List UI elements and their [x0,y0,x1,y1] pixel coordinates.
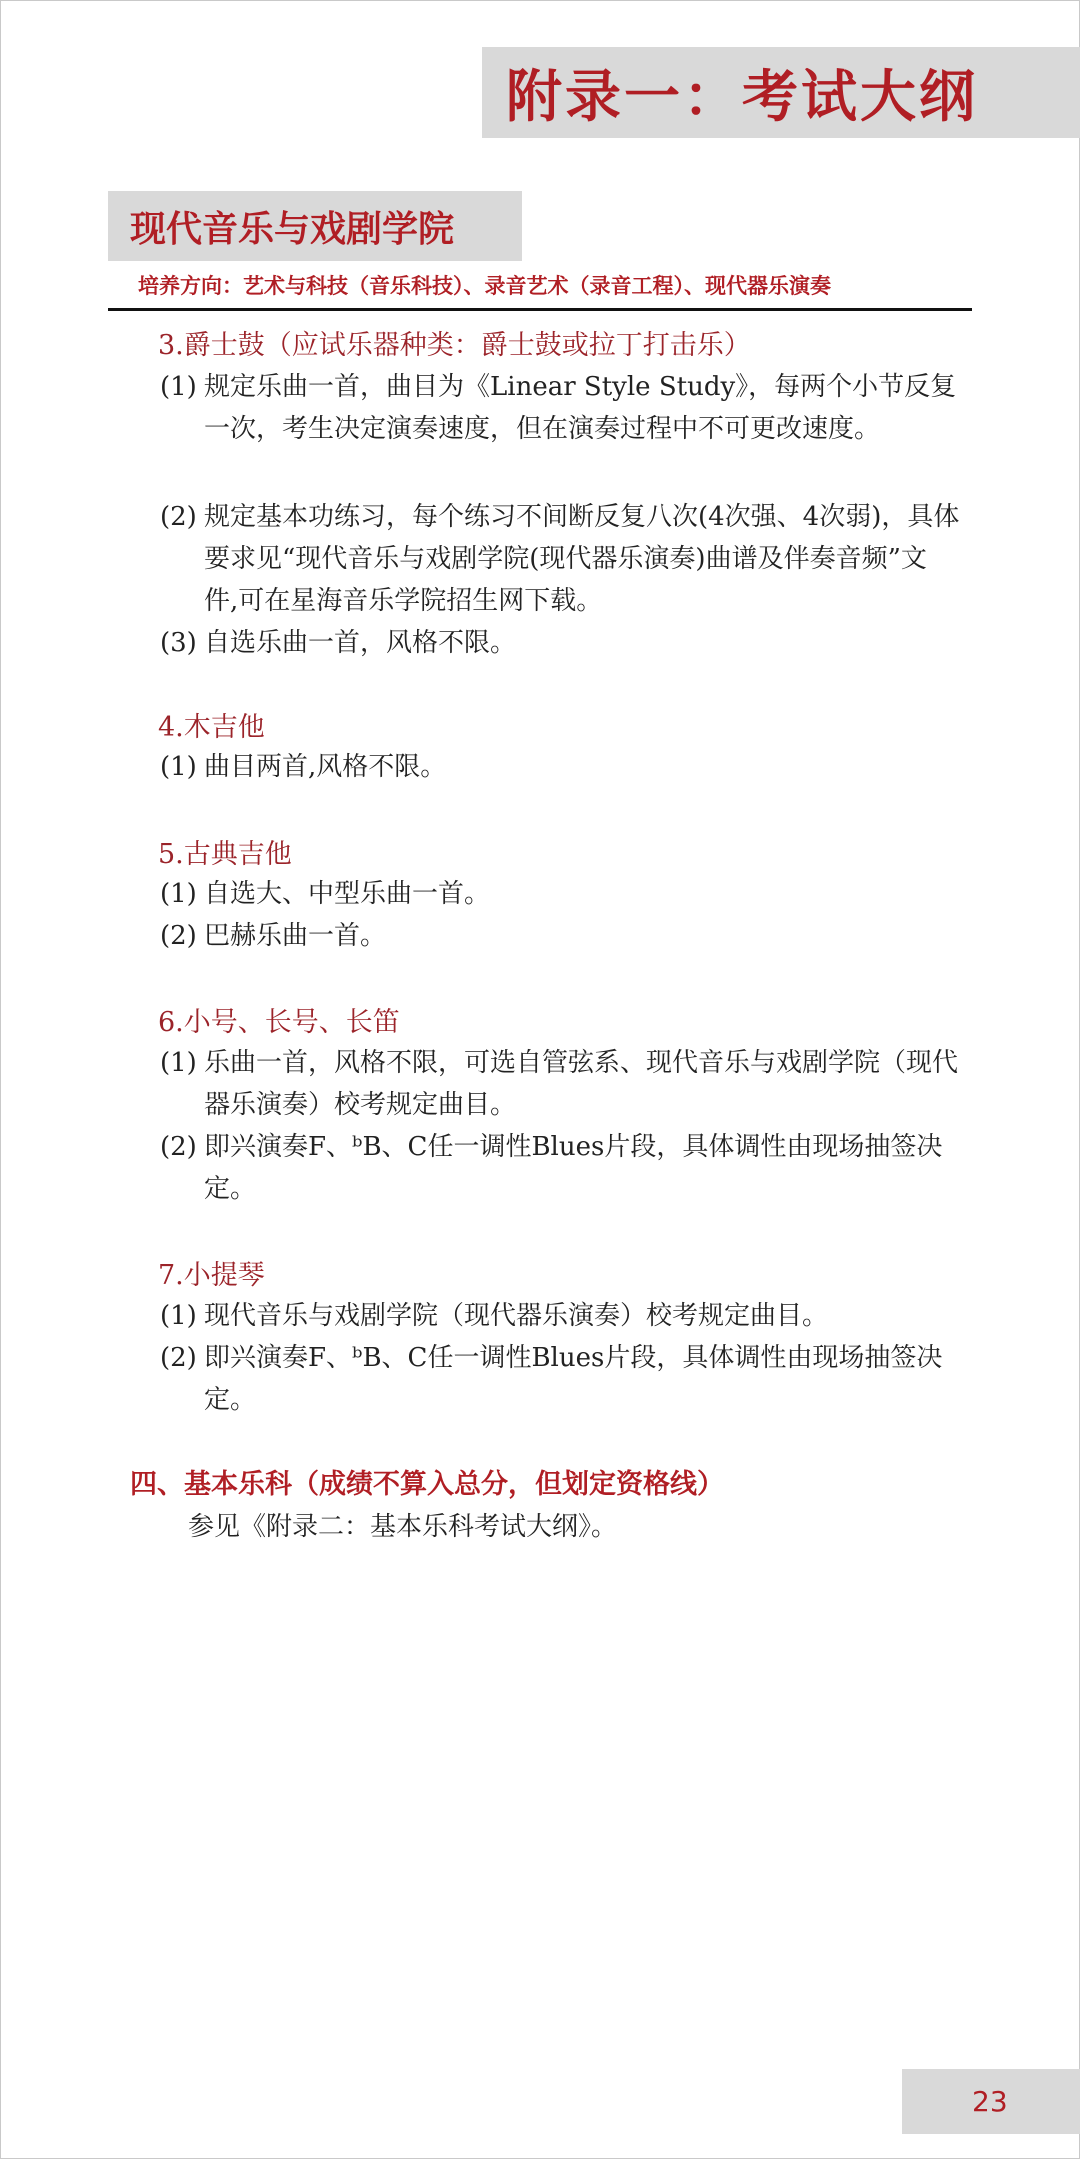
page-number: 23 [972,2085,1008,2118]
list-item [160,915,960,957]
list-item [160,746,960,788]
item-text: 即兴演奏F、ᵇB、C任一调性Blues片段，具体调性由现场抽签决定。 [204,1343,943,1415]
college-heading-box [108,191,522,261]
item-number: (1) [160,1301,197,1331]
item-text: 规定基本功练习，每个练习不间断反复八次(4次强、4次弱)，具体要求见“现代音乐与戏剧学院(现代器乐演奏)曲谱及伴奏音频”文件,可在星海音乐学院招生网下载。 [204,502,960,616]
item-number: (1) [160,372,197,402]
college-title: 现代音乐与戏剧学院 [130,208,455,250]
section-title-brass-flute: 6.小号、长号、长笛 [158,1007,400,1038]
section-title-acoustic-guitar: 4.木吉他 [158,712,265,743]
item-number: (2) [160,1343,197,1373]
list-item [160,1337,960,1421]
item-number: (1) [160,752,197,782]
list-item [160,496,960,622]
list-item [160,366,960,450]
item-number: (2) [160,1132,197,1162]
list-item [160,873,960,915]
item-text: 即兴演奏F、ᵇB、C任一调性Blues片段，具体调性由现场抽签决定。 [204,1132,943,1204]
page-number-box [902,2069,1080,2134]
item-text: 现代音乐与戏剧学院（现代器乐演奏）校考规定曲目。 [204,1301,829,1331]
list-item [160,1126,960,1210]
item-text: 巴赫乐曲一首。 [204,921,387,951]
item-number: (1) [160,1048,197,1078]
item-text: 自选乐曲一首，风格不限。 [204,628,517,658]
section-title-classical-guitar: 5.古典吉他 [158,839,292,870]
list-item [160,622,960,664]
item-text: 乐曲一首，风格不限，可选自管弦系、现代音乐与戏剧学院（现代器乐演奏）校考规定曲目。 [204,1048,959,1120]
header-banner [482,47,1080,138]
item-text: 自选大、中型乐曲一首。 [204,879,491,909]
item-number: (1) [160,879,197,909]
section-title-violin: 7.小提琴 [158,1260,265,1291]
list-item [160,1295,960,1337]
section-title-drums: 3.爵士鼓（应试乐器种类：爵士鼓或拉丁打击乐） [158,330,751,361]
part-four-title: 四、基本乐科（成绩不算入总分，但划定资格线） [130,1469,724,1500]
list-item [160,1042,960,1126]
item-number: (2) [160,502,197,532]
divider-rule [108,308,972,311]
item-number: (3) [160,628,197,658]
item-number: (2) [160,921,197,951]
part-four-body: 参见《附录二：基本乐科考试大纲》。 [188,1512,618,1542]
training-direction: 培养方向：艺术与科技（音乐科技）、录音艺术（录音工程）、现代器乐演奏 [138,274,831,298]
item-text: 规定乐曲一首，曲目为《Linear Style Study》，每两个小节反复一次，考生决定演奏速度，但在演奏过程中不可更改速度。 [204,372,957,444]
item-text: 曲目两首,风格不限。 [204,752,447,782]
page-title: 附录一：考试大纲 [506,64,978,130]
